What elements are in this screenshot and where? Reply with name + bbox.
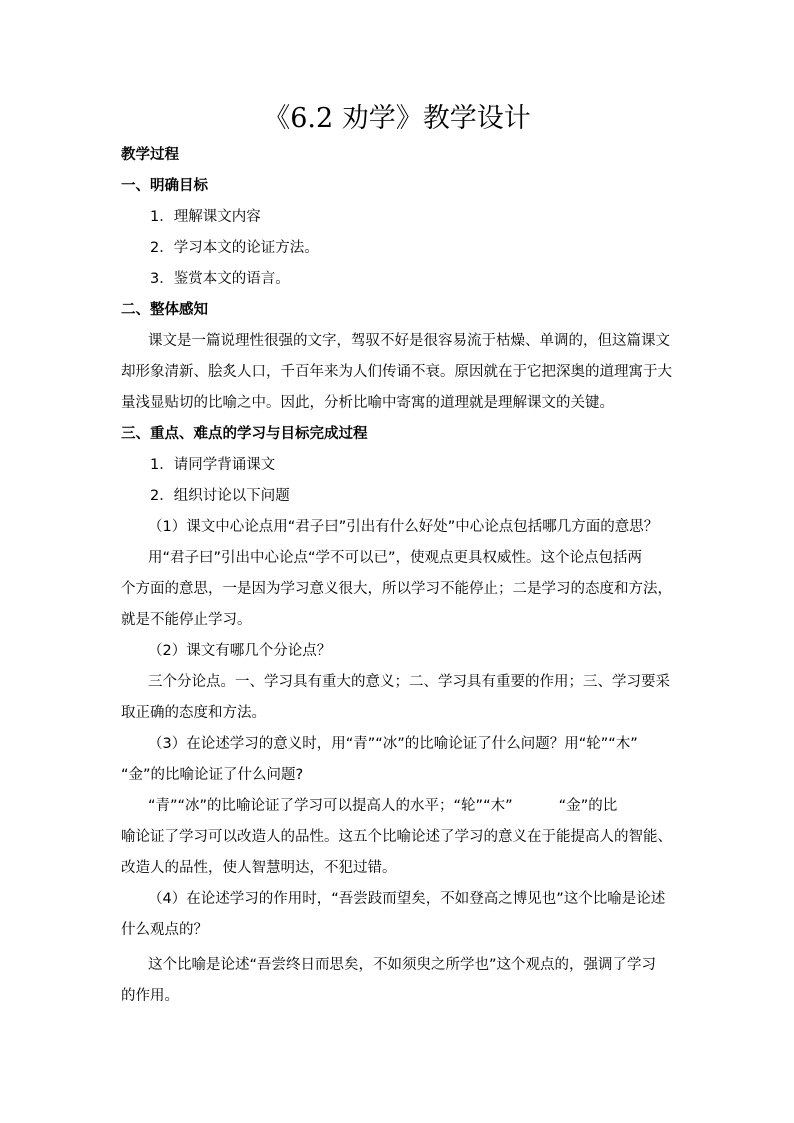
answer-1-line-2: 个方面的意思，一是因为学习意义很大，所以学习不能停止；二是学习的态度和方法， [121, 581, 672, 597]
overview-line-2: 却形象清新、脍炙人口，千百年来为人们传诵不衰。原因就在于它把深奥的道理寓于大 [121, 364, 672, 380]
answer-4-line-1: 这个比喻是论述“吾尝终日而思矣，不如须臾之所学也”这个观点的，强调了学习 [148, 957, 657, 973]
question-4-line-2: 什么观点的？ [121, 922, 208, 938]
answer-4-line-2: 的作用。 [121, 988, 179, 1004]
process-item-2: 2．组织讨论以下问题 [150, 488, 290, 504]
answer-1-line-1: 用“君子曰”引出中心论点“学不可以已”，使观点更具权威性。这个论点包括两 [148, 550, 643, 566]
objective-item-2: 2．学习本文的论证方法。 [150, 240, 319, 256]
objective-item-1: 1．理解课文内容 [150, 209, 261, 225]
document-title: 《6.2 劝学》教学设计 [263, 103, 531, 134]
question-2: （2）课文有哪几个分论点？ [148, 643, 332, 659]
answer-2-line-2: 取正确的态度和方法。 [121, 705, 266, 721]
answer-3-line-1: “青”“冰”的比喻论证了学习可以提高人的水平；“轮”“木” “金”的比 [148, 798, 618, 814]
overview-line-1: 课文是一篇说理性很强的文字，驾驭不好是很容易流于枯燥、单调的，但这篇课文 [148, 333, 670, 349]
question-3-line-2: “金”的比喻论证了什么问题? [121, 767, 304, 783]
question-1: （1）课文中心论点用“君子曰”引出有什么好处”中心论点包括哪几方面的意思？ [148, 519, 659, 535]
section-teaching-process: 教学过程 [121, 147, 179, 163]
section1-heading: 一、明确目标 [121, 178, 208, 194]
answer-2-line-1: 三个分论点。一、学习具有重大的意义；二、学习具有重要的作用；三、学习要采 [148, 674, 670, 690]
section3-heading: 三、重点、难点的学习与目标完成过程 [121, 426, 368, 442]
process-item-1: 1．请同学背诵课文 [150, 457, 276, 473]
question-4-line-1: （4）在论述学习的作用时，“吾尝跂而望矣，不如登高之博见也”这个比喻是论述 [148, 891, 666, 907]
answer-3-line-2: 喻论证了学习可以改造人的品性。这五个比喻论述了学习的意义在于能提高人的智能、 [121, 829, 672, 845]
section2-heading: 二、整体感知 [121, 302, 208, 318]
question-3-line-1: （3）在论述学习的意义时，用“青”“冰”的比喻论证了什么问题？用“轮”“木” [148, 736, 638, 752]
answer-3-line-3: 改造人的品性，使人智慧明达，不犯过错。 [121, 860, 397, 876]
objective-item-3: 3．鉴赏本文的语言。 [150, 271, 290, 287]
answer-1-line-3: 就是不能停止学习。 [121, 612, 252, 628]
overview-line-3: 量浅显贴切的比喻之中。因此，分析比喻中寄寓的道理就是理解课文的关键。 [121, 395, 614, 411]
